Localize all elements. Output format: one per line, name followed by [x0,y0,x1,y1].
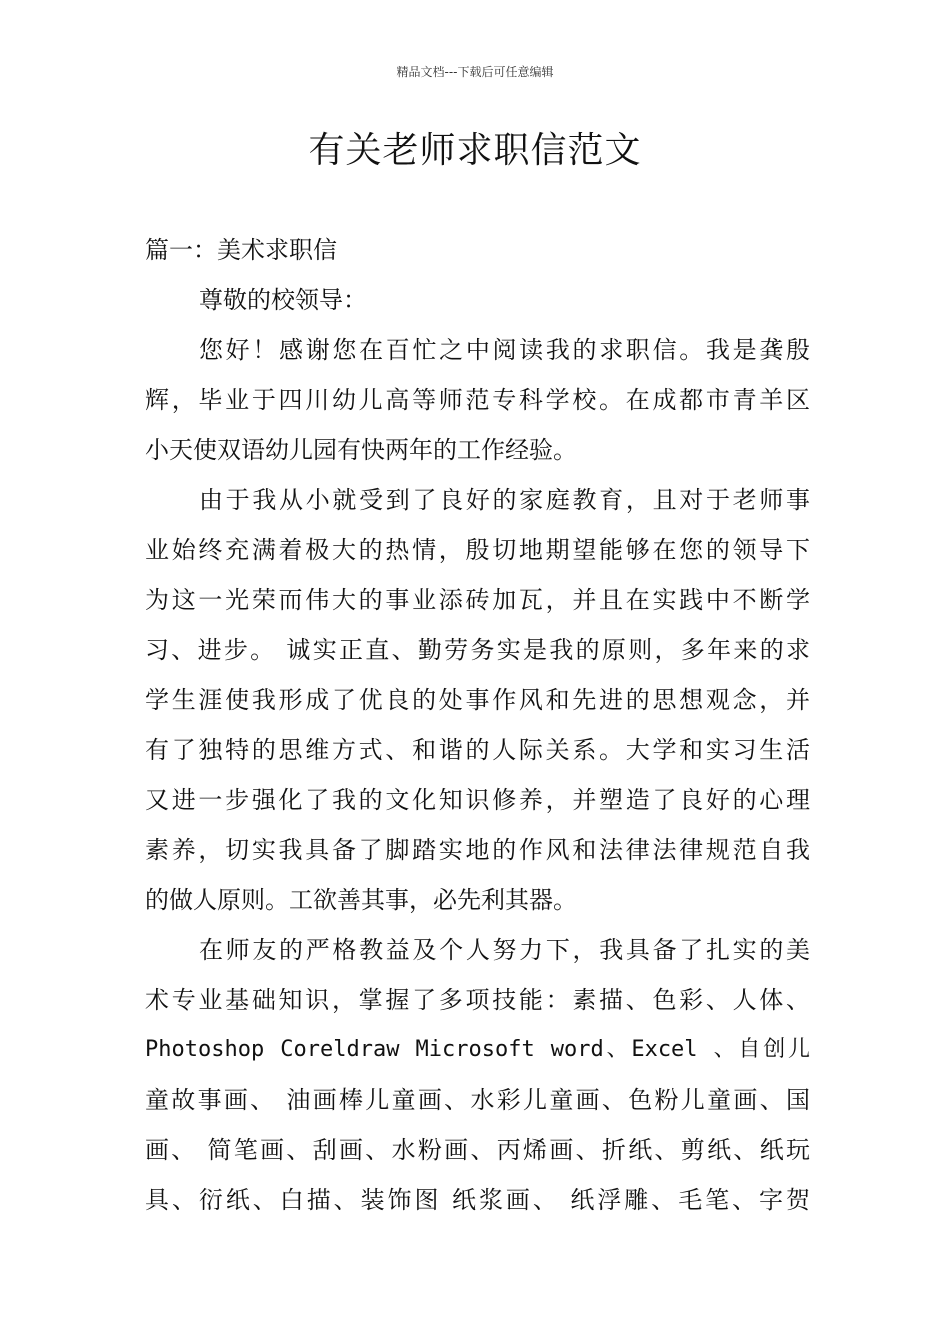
paragraph-line: 您好！感谢您在百忙之中阅读我的求职信。我是龚殷 [199,336,810,364]
paragraph-line: 有了独特的思维方式、和谐的人际关系。大学和实习生活 [145,736,810,764]
paragraph-line: 术专业基础知识，掌握了多项技能：素描、色彩、人体、 [145,986,810,1014]
paragraph-line: 素养，切实我具备了脚踏实地的作风和法律法律规范自我 [145,836,810,864]
salutation: 尊敬的校领导： [199,286,367,314]
paragraph-line: 学生涯使我形成了优良的处事作风和先进的思想观念，并 [145,686,810,714]
paragraph-line: 习、进步。 诚实正直、勤劳务实是我的原则，多年来的求 [145,636,810,664]
paragraph-line: 的做人原则。工欲善其事，必先利其器。 [145,886,577,914]
document-body [145,225,810,1225]
paragraph-line: Photoshop Coreldraw Microsoft word、Excel 、自创儿 [145,1037,810,1062]
paragraph-line: 由于我从小就受到了良好的家庭教育，且对于老师事 [199,486,810,514]
paragraph-line: 画、 简笔画、刮画、水粉画、丙烯画、折纸、剪纸、纸玩 [145,1136,810,1164]
document-title: 有关老师求职信范文 [308,130,642,171]
paragraph-line: 辉，毕业于四川幼儿高等师范专科学校。在成都市青羊区 [145,386,810,414]
paragraph-line: 童故事画、 油画棒儿童画、水彩儿童画、色粉儿童画、国 [145,1086,810,1114]
paragraph-line: 具、衍纸、白描、装饰图 纸浆画、 纸浮雕、毛笔、字贺 [145,1186,810,1214]
page-header: 精品文档---下载后可任意编辑 [396,65,554,79]
section-heading: 篇一：美术求职信 [145,236,337,264]
paragraph-line: 为这一光荣而伟大的事业添砖加瓦，并且在实践中不断学 [145,586,810,614]
paragraph-line: 又进一步强化了我的文化知识修养，并塑造了良好的心理 [145,786,810,814]
paragraph-line: 业始终充满着极大的热情，殷切地期望能够在您的领导下 [145,536,810,564]
paragraph-line: 小天使双语幼儿园有快两年的工作经验。 [145,436,577,464]
paragraph-line: 在师友的严格教益及个人努力下，我具备了扎实的美 [199,936,810,964]
